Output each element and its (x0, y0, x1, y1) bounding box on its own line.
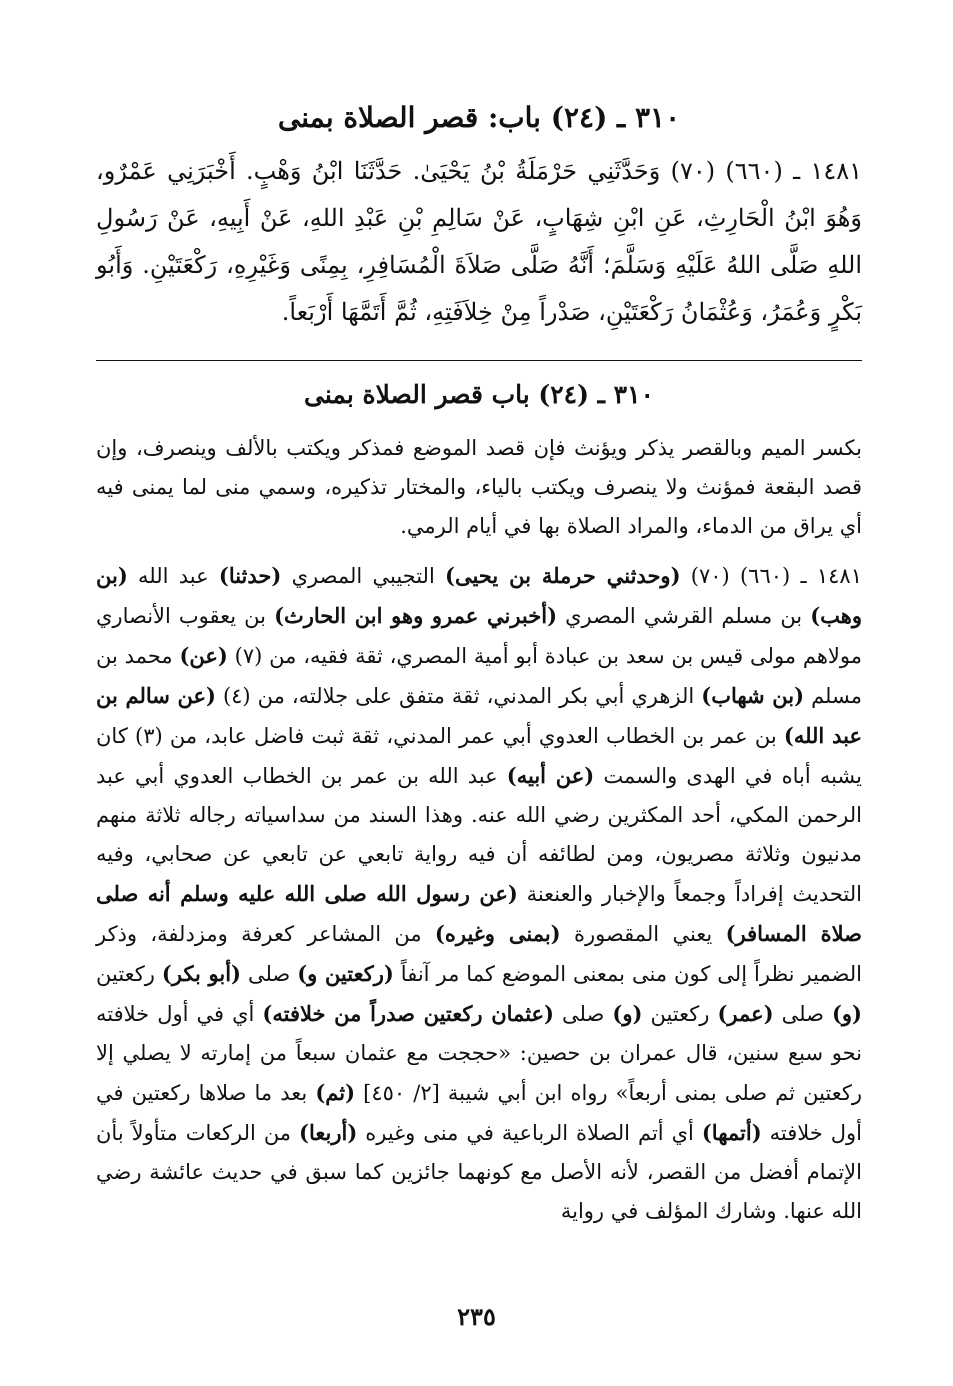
quoted-hadith-phrase: (بن شهاب) (701, 683, 805, 708)
quoted-hadith-phrase: (أخبرني عمرو وهو ابن الحارث) (274, 603, 558, 628)
quoted-hadith-phrase: (بمنى وغيره) (434, 921, 561, 946)
commentary-text: التجيبي المصري (281, 564, 446, 588)
commentary-text: صلى (773, 1002, 832, 1026)
quoted-hadith-phrase: (عثمان ركعتين صدراً من خلافته) (262, 1001, 554, 1026)
separator-rule (96, 360, 862, 361)
commentary-text: عبد الله (127, 564, 219, 588)
quoted-hadith-phrase: (وحدثني حرملة بن يحيى) (445, 563, 681, 588)
quoted-hadith-phrase: (بن وهب) (96, 563, 862, 628)
commentary-text: بن يعقوب الأنصاري مولاهم مولى قيس بن سعد بن عبادة أبو أمية المصري، ثقة فقيه، من (٧) (96, 604, 862, 668)
commentary-text: ركعتين (642, 1002, 718, 1026)
commentary-text: ١٤٨١ ـ (٦٦٠) (٧٠) (680, 564, 862, 588)
commentary-text: بن مسلم القرشي المصري (557, 604, 811, 628)
commentary-text: ركعتين (96, 962, 162, 986)
commentary-text: بن عمر بن الخطاب العدوي أبي عمر المدني، ثقة ثبت فاضل عابد، من (٣) كان يشبه أباه في الهدى والسمت (96, 724, 862, 788)
page-body (96, 88, 862, 1231)
quoted-hadith-phrase: (عن رسول الله صلى الله عليه وسلم أنه صلى صلاة المسافر) (96, 881, 862, 946)
commentary-text: أي أتم الصلاة الرباعية في منى وغيره (357, 1121, 702, 1145)
commentary-text: بعد ما صلاها ركعتين في أول خلافته (96, 1081, 862, 1145)
quoted-hadith-phrase: (عن سالم بن عبد الله) (96, 683, 862, 748)
commentary-intro: بكسر الميم وبالقصر يذكر ويؤنث فإن قصد الموضع فمذكر ويكتب بالألف وينصرف، وإن قصد البقعة فمؤنث ولا ينصرف ويكتب بالياء، والمختار تذكيره، وسمي منى لما يمنى فيه أي يراق من الدماء، والمراد الصلاة بها في أيام الرمي. (96, 436, 862, 538)
commentary-text: أي في أول خلافته نحو سبع سنين، قال عمران بن حصين: «حججت مع عثمان سبعاً من إمارته لا يصلي إلا ركعتين ثم صلى بمنى أربعاً» رواه ابن أبي شيبة [٢/ ٤٥٠] (96, 1002, 863, 1105)
quoted-hadith-phrase: (أربعا) (299, 1120, 358, 1145)
commentary-text: الزهري أبي بكر المدني، ثقة متفق على جلالته، من (٤) (215, 684, 702, 708)
quoted-hadith-phrase: (ركعتين و) (297, 961, 394, 986)
quoted-hadith-phrase: (أبو بكر) (161, 961, 241, 986)
chapter-heading: ٣١٠ ـ (٢٤) باب: قصر الصلاة بمنى (277, 101, 681, 134)
quoted-hadith-phrase: (ثم) (315, 1080, 356, 1105)
commentary-text: من المشاعر كعرفة ومزدلفة، وذكر الضمير نظراً إلى كون منى بمعنى الموضع كما مر آنفاً (96, 922, 863, 986)
commentary-text: صلى (554, 1002, 613, 1026)
commentary-text: صلى (240, 962, 298, 986)
commentary-text: يعني المقصورة (560, 922, 726, 946)
commentary-body (96, 556, 862, 1231)
quoted-hadith-phrase: (عن) (179, 643, 228, 668)
commentary-text: من الركعات متأولاً بأن الإتمام أفضل من القصر، لأنه الأصل مع كونهما جائزين كما سبق في حديث عائشة رضي الله عنها. وشارك المؤلف في رواية (96, 1121, 862, 1223)
quoted-hadith-phrase: (و) (831, 1001, 862, 1026)
page-number: ٢٣٥ (457, 1302, 496, 1331)
quoted-hadith-phrase: (أتمها) (701, 1120, 762, 1145)
quoted-hadith-phrase: (عن أبيه) (506, 763, 595, 788)
quoted-hadith-phrase: (عمر) (717, 1001, 774, 1026)
commentary-text: محمد بن مسلم (96, 644, 862, 708)
quoted-hadith-phrase: (حدثنا) (218, 563, 282, 588)
commentary-section (96, 375, 862, 1231)
commentary-text: عبد الله بن عمر بن الخطاب العدوي أبي عبد الرحمن المكي، أحد المكثرين رضي الله عنه. وهذا السند من سداسياته رجاله ثلاثة منهم مدنيون وثلاثة مصريون، ومن لطائفه أن فيه رواية تابعي عن تابعي عن صحابي، وفيه التحديث إفراداً وجمعاً والإخبار والعنعنة (96, 764, 862, 906)
hadith-text: ١٤٨١ ـ (٦٦٠) (٧٠) وَحَدَّثَنِي حَرْمَلَةُ بْنُ يَحْيَىٰ. حَدَّثَنَا ابْنُ وَهْبٍ. أَخْبَرَنِي عَمْرٌو، وَهُوَ ابْنُ الْحَارِثِ، عَنِ ابْنِ شِهَابٍ، عَنْ سَالِمِ بْنِ عَبْدِ اللهِ، عَنْ أَبِيهِ، عَنْ رَسُولِ اللهِ صَلَّى اللهُ عَلَيْهِ وَسَلَّمَ؛ أَنَّهُ صَلَّى صَلاَةَ الْمُسَافِرِ، بِمِنًى وَغَيْرِهِ، رَكْعَتَيْنِ. وَأَبُو بَكْرٍ وَعُمَرُ، وَعُثْمَانُ رَكْعَتَيْنِ، صَدْراً مِنْ خِلاَفَتِهِ، ثُمَّ أَتَمَّهَا أَرْبَعاً. (96, 157, 862, 326)
commentary-heading: ٣١٠ ـ (٢٤) باب قصر الصلاة بمنى (304, 380, 654, 409)
quoted-hadith-phrase: (و) (612, 1001, 643, 1026)
